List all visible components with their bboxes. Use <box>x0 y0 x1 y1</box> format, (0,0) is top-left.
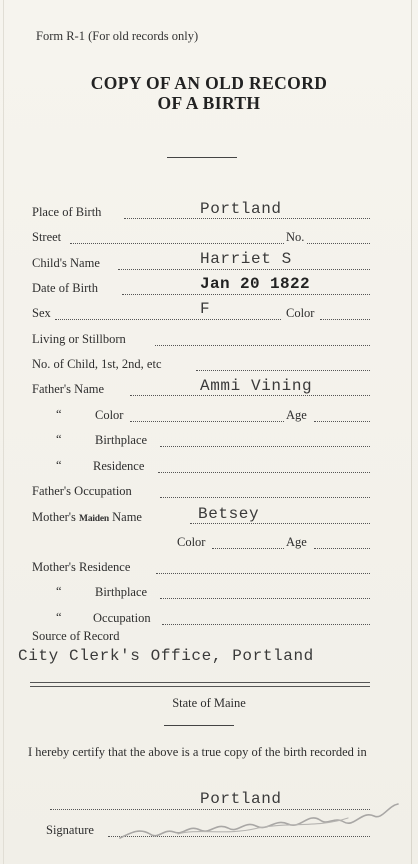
mother-occupation-ditto: “ <box>56 610 62 624</box>
mother-birthplace-label: Birthplace <box>95 585 148 599</box>
mother-occupation-label: Occupation <box>93 611 151 625</box>
father-color-line <box>130 421 284 422</box>
mothers-name-label <box>32 510 142 525</box>
father-residence-label: Residence <box>93 459 145 473</box>
childs-name-line <box>118 269 370 270</box>
source-of-record-label: Source of Record <box>32 629 120 643</box>
sex-label: Sex <box>32 306 51 320</box>
title-line1: COPY OF AN OLD RECORD <box>90 73 328 93</box>
source-rule-1 <box>30 682 370 683</box>
fathers-name-label: Father's Name <box>32 382 105 396</box>
fathers-occupation-label: Father's Occupation <box>32 484 132 498</box>
childs-name-value: Harriet S <box>200 250 292 268</box>
living-stillborn-line <box>155 345 370 346</box>
street-line <box>70 243 284 244</box>
mothers-name-label-pre: Mother's <box>32 510 76 524</box>
living-stillborn-label: Living or Stillborn <box>32 332 126 346</box>
mother-age-line <box>314 548 370 549</box>
mother-birthplace-line <box>160 598 370 599</box>
paper-edge-right <box>411 0 412 864</box>
no-of-child-label: No. of Child, 1st, 2nd, etc <box>32 357 162 371</box>
recorded-in-value: Portland <box>200 790 282 808</box>
place-of-birth-line <box>124 218 370 219</box>
fathers-name-line <box>130 395 370 396</box>
mother-age-label: Age <box>286 535 307 549</box>
father-age-label: Age <box>286 408 307 422</box>
mother-birthplace-ditto: “ <box>56 584 62 598</box>
mothers-name-line <box>190 523 370 524</box>
fathers-name-value: Ammi Vining <box>200 377 313 395</box>
place-of-birth-value: Portland <box>200 200 282 218</box>
mothers-residence-label: Mother's Residence <box>32 560 131 574</box>
father-age-line <box>314 421 370 422</box>
father-birthplace-label: Birthplace <box>95 433 148 447</box>
childs-name-label: Child's Name <box>32 256 100 270</box>
paper-edge-left <box>3 0 4 864</box>
title-line2: OF A BIRTH <box>157 93 261 113</box>
title-rule <box>167 157 237 158</box>
father-birthplace-ditto: “ <box>56 432 62 446</box>
source-of-record-value: City Clerk's Office, Portland <box>18 647 314 665</box>
father-birthplace-line <box>160 446 370 447</box>
struck-maiden: Maiden <box>79 514 109 524</box>
date-of-birth-label: Date of Birth <box>32 281 98 295</box>
no-of-child-line <box>196 370 370 371</box>
mothers-residence-line <box>156 573 370 574</box>
date-of-birth-value: Jan 20 1822 <box>200 275 311 293</box>
mothers-name-label-post: Name <box>112 510 142 524</box>
state-rule <box>164 725 234 726</box>
father-residence-line <box>158 472 370 473</box>
mother-color-label: Color <box>177 535 206 549</box>
father-color-label: Color <box>95 408 124 422</box>
mother-occupation-line <box>162 624 370 625</box>
street-no-label: No. <box>286 230 305 244</box>
sex-line <box>55 319 281 320</box>
sex-color-label: Color <box>286 306 315 320</box>
street-label: Street <box>32 230 62 244</box>
form-id: Form R-1 (For old records only) <box>36 29 199 43</box>
sex-color-line <box>320 319 370 320</box>
mothers-name-value: Betsey <box>198 505 260 523</box>
handwritten-signature-image <box>118 798 402 846</box>
signature-label: Signature <box>46 823 94 837</box>
father-color-ditto: “ <box>56 407 62 421</box>
source-rule-2 <box>30 686 370 687</box>
father-residence-ditto: “ <box>56 458 62 472</box>
sex-value: F <box>200 300 211 318</box>
date-of-birth-line <box>122 294 370 295</box>
mother-color-line <box>212 548 284 549</box>
place-of-birth-label: Place of Birth <box>32 205 102 219</box>
fathers-occupation-line <box>160 497 370 498</box>
street-no-line <box>307 243 370 244</box>
certification-text: I hereby certify that the above is a true copy of the birth recorded in <box>28 745 367 759</box>
state-label: State of Maine <box>172 696 246 710</box>
